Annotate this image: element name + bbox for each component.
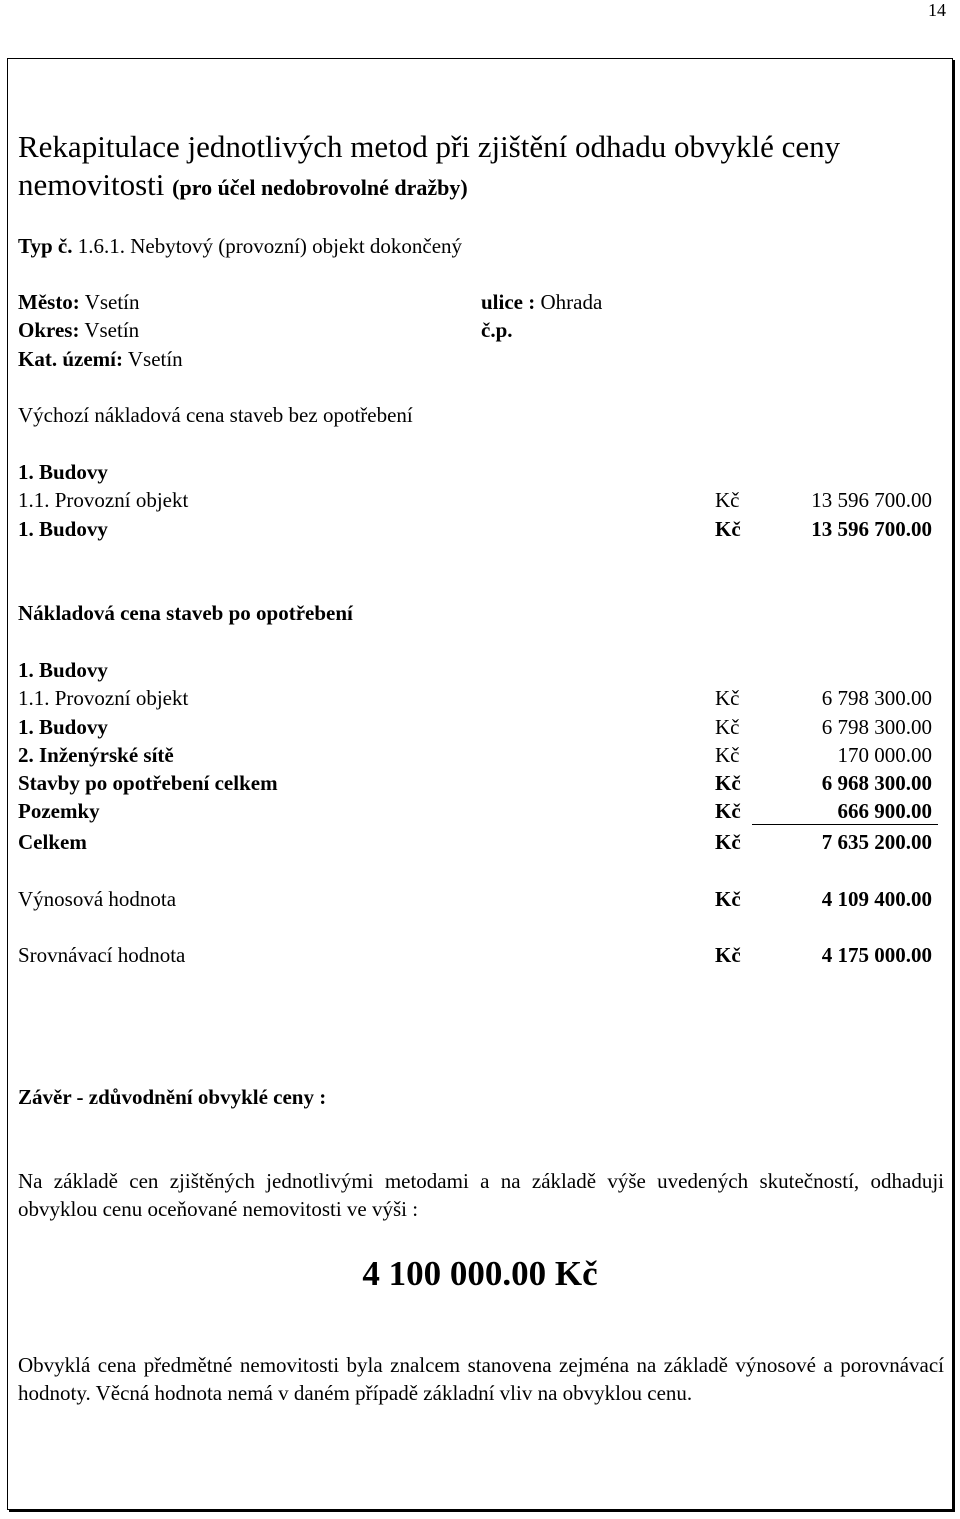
initial-row-label: 1.1. Provozní objekt	[18, 488, 189, 512]
structures-total-currency: Kč	[715, 771, 741, 795]
sum-rule	[752, 824, 938, 825]
title-line-1	[18, 128, 840, 166]
after-wear-row-currency: Kč	[715, 686, 740, 710]
title-suffix: (pro účel nedobrovolné dražby)	[172, 175, 468, 200]
cadastral-line	[18, 346, 183, 372]
grand-total-label: Celkem	[18, 830, 87, 854]
utilities-currency: Kč	[715, 743, 740, 767]
house-number-label: č.p.	[481, 318, 513, 342]
comparative-value-label: Srovnávací hodnota	[18, 943, 186, 967]
comparative-value-currency: Kč	[715, 943, 741, 967]
city-label: Město:	[18, 290, 80, 314]
utilities-label: 2. Inženýrské sítě	[18, 743, 174, 767]
initial-cost-heading: Výchozí nákladová cena staveb bez opotřebení	[18, 403, 413, 427]
after-wear-row-label: 1.1. Provozní objekt	[18, 686, 189, 710]
conclusion-paragraph-2: Obvyklá cena předmětné nemovitosti byla znalcem stanovena zejména na základě výnosové a porovnávací hodnoty. Věcná hodnota nemá v daném případě základní vliv na obvyklou cenu.	[18, 1353, 944, 1405]
type-label: Typ č.	[18, 234, 73, 258]
grand-total-currency: Kč	[715, 830, 741, 854]
initial-total-label: 1. Budovy	[18, 517, 108, 541]
title-main-part-2: nemovitosti	[18, 167, 165, 202]
income-value-amount: 4 109 400.00	[821, 887, 932, 911]
district-value: Vsetín	[84, 318, 140, 342]
after-wear-buildings-currency: Kč	[715, 715, 740, 739]
land-currency: Kč	[715, 799, 741, 823]
after-wear-heading: Nákladová cena staveb po opotřebení	[18, 601, 353, 625]
income-value-label: Výnosová hodnota	[18, 887, 177, 911]
street-line	[481, 289, 602, 315]
title-line-2	[18, 166, 468, 207]
district-line	[18, 317, 139, 343]
comparative-value-amount: 4 175 000.00	[821, 943, 932, 967]
district-label: Okres:	[18, 318, 80, 342]
after-wear-row-amount: 6 798 300.00	[821, 686, 932, 710]
initial-total-currency: Kč	[715, 517, 741, 541]
street-label: ulice :	[481, 290, 536, 314]
initial-row-currency: Kč	[715, 488, 740, 512]
after-wear-buildings-label: 1. Budovy	[18, 715, 108, 739]
land-amount: 666 900.00	[837, 799, 932, 823]
conclusion-paragraph-1: Na základě cen zjištěných jednotlivými metodami a na základě výše uvedených skutečností, odhaduji obvyklou cenu oceňované nemovitosti ve výši :	[18, 1169, 944, 1221]
after-wear-group: 1. Budovy	[18, 658, 108, 682]
page-number: 14	[928, 0, 946, 20]
land-label: Pozemky	[18, 799, 100, 823]
income-value-currency: Kč	[715, 887, 741, 911]
initial-row-amount: 13 596 700.00	[811, 488, 932, 512]
cadastral-value: Vsetín	[127, 347, 183, 371]
utilities-amount: 170 000.00	[837, 743, 932, 767]
house-number-line	[481, 317, 513, 343]
grand-total-amount: 7 635 200.00	[821, 830, 932, 854]
city-value: Vsetín	[84, 290, 140, 314]
street-value: Ohrada	[540, 290, 603, 314]
structures-total-label: Stavby po opotřebení celkem	[18, 771, 278, 795]
after-wear-buildings-amount: 6 798 300.00	[821, 715, 932, 739]
type-line	[18, 233, 462, 259]
type-value: 1.6.1. Nebytový (provozní) objekt dokončený	[77, 234, 463, 258]
title-main-part-1: Rekapitulace jednotlivých metod při zjištění odhadu obvyklé ceny	[18, 129, 841, 164]
structures-total-amount: 6 968 300.00	[821, 771, 932, 795]
cadastral-label: Kat. území:	[18, 347, 123, 371]
final-value: 4 100 000.00 Kč	[362, 1254, 598, 1293]
initial-cost-group: 1. Budovy	[18, 460, 108, 484]
initial-total-amount: 13 596 700.00	[811, 517, 932, 541]
conclusion-heading: Závěr - zdůvodnění obvyklé ceny :	[18, 1085, 327, 1109]
city-line	[18, 289, 140, 315]
